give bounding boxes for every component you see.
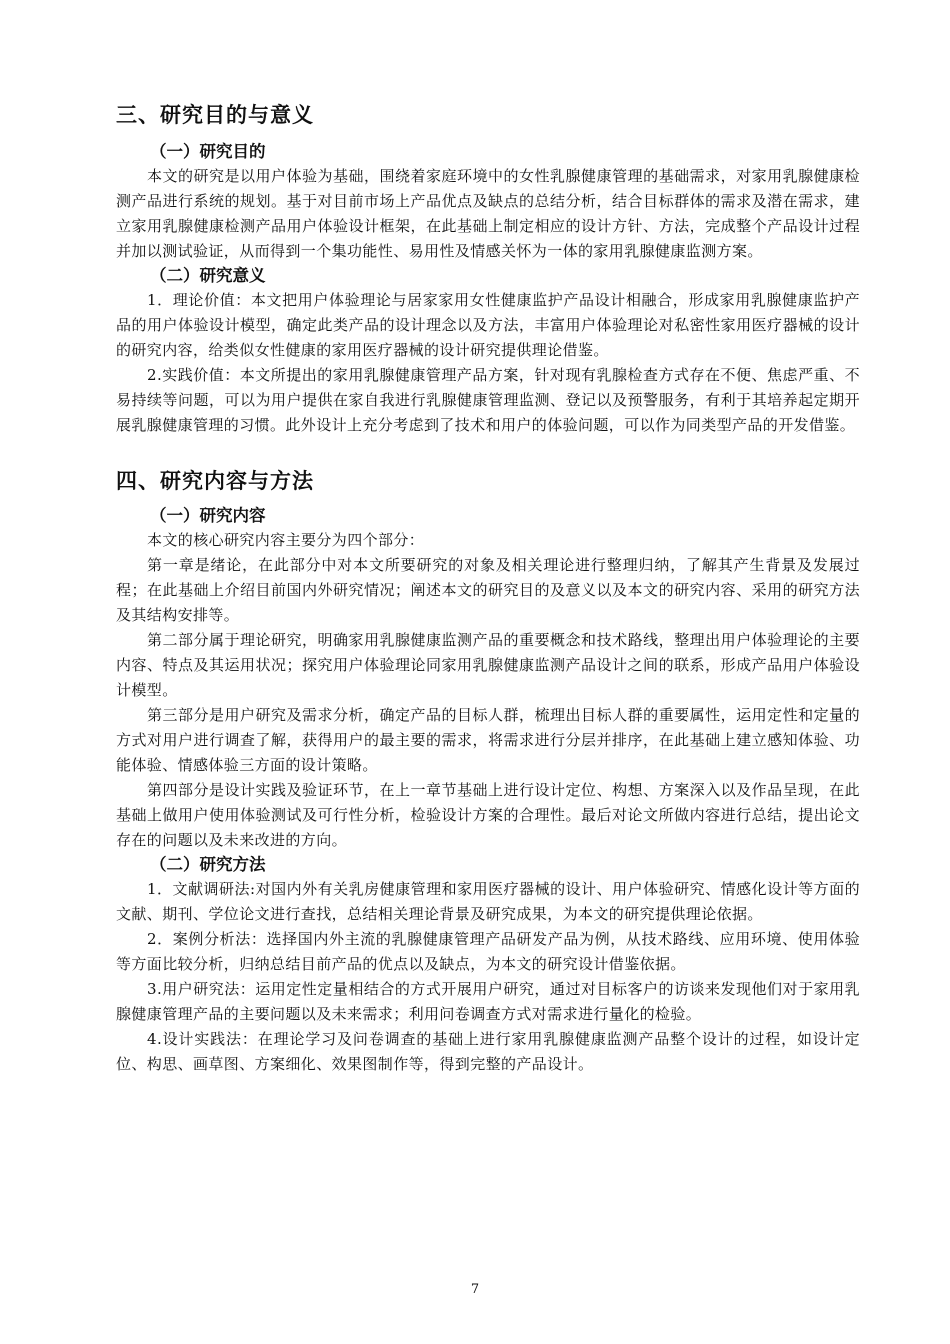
subsection-heading-research-significance: （二）研究意义 (150, 266, 266, 285)
paragraph: 第四部分是设计实践及验证环节，在上一章节基础上进行设计定位、构想、方案深入以及作品呈现，在此基础上做用户使用体验测试及可行性分析，检验设计方案的合理性。最后对论文所做内容进行总结，提出论文存在的问题以及未来改进的方向。 (116, 781, 860, 849)
page-number: 7 (470, 1282, 480, 1297)
subsection-heading-research-goal: （一）研究目的 (150, 142, 266, 161)
section-heading-research-purpose: 三、研究目的与意义 (116, 103, 314, 127)
paragraph: 第二部分属于理论研究，明确家用乳腺健康监测产品的重要概念和技术路线，整理出用户体验理论的主要内容、特点及其运用状况；探究用户体验理论同家用乳腺健康监测产品设计之间的联系，形成产品用户体验设计模型。 (116, 631, 860, 699)
subsection-heading-research-content: （一）研究内容 (150, 506, 266, 525)
paragraph: 1．理论价值：本文把用户体验理论与居家家用女性健康监护产品设计相融合，形成家用乳腺健康监护产品的用户体验设计模型，确定此类产品的设计理念以及方法，丰富用户体验理论对私密性家用医疗器械的设计的研究内容，给类似女性健康的家用医疗器械的设计研究提供理论借鉴。 (116, 291, 860, 359)
paragraph: 第三部分是用户研究及需求分析，确定产品的目标人群，梳理出目标人群的重要属性，运用定性和定量的方式对用户进行调查了解，获得用户的最主要的需求，将需求进行分层并排序，在此基础上建立感知体验、功能体验、情感体验三方面的设计策略。 (116, 706, 860, 774)
paragraph: 2．案例分析法：选择国内外主流的乳腺健康管理产品研发产品为例，从技术路线、应用环境、使用体验等方面比较分析，归纳总结目前产品的优点以及缺点，为本文的研究设计借鉴依据。 (116, 930, 860, 973)
section-heading-research-content-methods: 四、研究内容与方法 (116, 469, 314, 493)
paragraph: 本文的核心研究内容主要分为四个部分： (147, 531, 425, 549)
paragraph: 2.实践价值：本文所提出的家用乳腺健康管理产品方案，针对现有乳腺检查方式存在不便、焦虑严重、不易持续等问题，可以为用户提供在家自我进行乳腺健康管理监测、登记以及预警服务，有利于其培养起定期开展乳腺健康管理的习惯。此外设计上充分考虑到了技术和用户的体验问题，可以作为同类型产品的开发借鉴。 (116, 366, 860, 434)
paragraph: 1．文献调研法:对国内外有关乳房健康管理和家用医疗器械的设计、用户体验研究、情感化设计等方面的文献、期刊、学位论文进行查找，总结相关理论背景及研究成果，为本文的研究提供理论依据。 (116, 880, 860, 923)
document-body (116, 100, 860, 1077)
subsection-heading-research-methods: （二）研究方法 (150, 855, 266, 874)
paragraph: 本文的研究是以用户体验为基础，围绕着家庭环境中的女性乳腺健康管理的基础需求，对家用乳腺健康检测产品进行系统的规划。基于对目前市场上产品优点及缺点的总结分析，结合目标群体的需求及潜在需求，建立家用乳腺健康检测产品用户体验设计框架，在此基础上制定相应的设计方针、方法，完成整个产品设计过程并加以测试验证，从而得到一个集功能性、易用性及情感关怀为一体的家用乳腺健康监测方案。 (116, 167, 860, 260)
paragraph: 4.设计实践法：在理论学习及问卷调查的基础上进行家用乳腺健康监测产品整个设计的过程，如设计定位、构思、画草图、方案细化、效果图制作等，得到完整的产品设计。 (116, 1030, 860, 1073)
paragraph: 3.用户研究法：运用定性定量相结合的方式开展用户研究，通过对目标客户的访谈来发现他们对于家用乳腺健康管理产品的主要问题以及未来需求；利用问卷调查方式对需求进行量化的检验。 (116, 980, 860, 1023)
paragraph: 第一章是绪论，在此部分中对本文所要研究的对象及相关理论进行整理归纳，了解其产生背景及发展过程；在此基础上介绍目前国内外研究情况；阐述本文的研究目的及意义以及本文的研究内容、采用的研究方法及其结构安排等。 (116, 556, 860, 624)
